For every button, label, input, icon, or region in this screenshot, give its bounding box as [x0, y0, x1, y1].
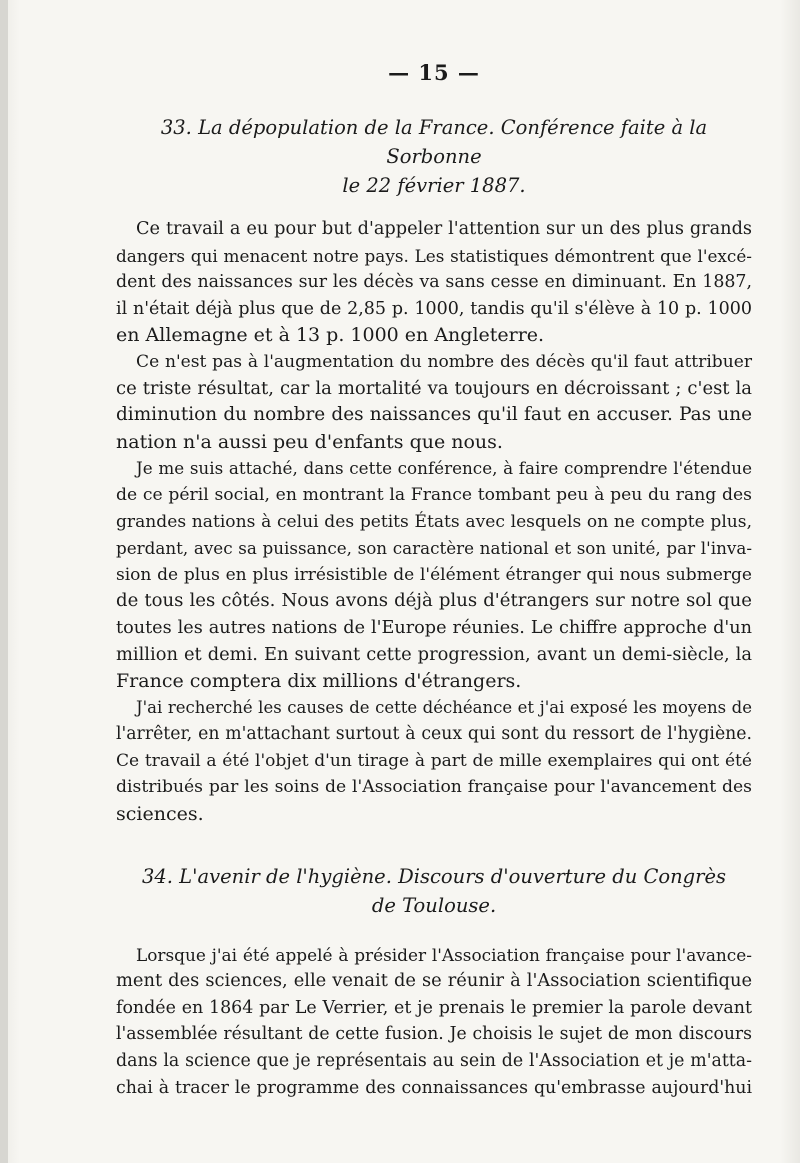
section-title-line: 34. L'avenir de l'hygiène. Discours d'ouverture du Congrès: [141, 864, 727, 888]
text-line: dangers qui menacent notre pays. Les statistiques démontrent que l'excé-: [116, 245, 752, 266]
section-34-title: [116, 862, 752, 920]
text-line: distribués par les soins de l'Association française pour l'avancement des: [116, 777, 752, 798]
text-line: sciences.: [116, 803, 204, 826]
section-title-line: 33. La dépopulation de la France. Conférence faite à la Sorbonne: [160, 116, 708, 168]
text-line: l'arrêter, en m'attachant surtout à ceux qui sont du ressort de l'hygiène.: [116, 724, 752, 745]
text-line: million et demi. En suivant cette progression, avant un demi-siècle, la: [116, 643, 752, 665]
page-content: [116, 60, 752, 1101]
text-line: chai à tracer le programme des connaissances qu'embrasse aujourd'hui: [116, 1077, 752, 1098]
text-line: de ce péril social, en montrant la France tombant peu à peu du rang des: [116, 484, 752, 505]
page-gutter: [0, 0, 8, 1163]
text-line: toutes les autres nations de l'Europe réunies. Le chiffre approche d'un: [116, 617, 752, 638]
text-line: dent des naissances sur les décès va sans cesse en diminuant. En 1887,: [116, 272, 752, 293]
text-line: Ce travail a eu pour but d'appeler l'attention sur un des plus grands: [136, 219, 752, 239]
text-line: diminution du nombre des naissances qu'il faut en accuser. Pas une: [116, 404, 752, 426]
text-line: sion de plus en plus irrésistible de l'élément étranger qui nous submerge: [116, 564, 752, 585]
text-line: dans la science que je représentais au sein de l'Association et je m'atta-: [116, 1051, 752, 1072]
text-line: ce triste résultat, car la mortalité va toujours en décroissant ; c'est la: [116, 377, 752, 399]
section-33-body: [116, 216, 752, 828]
text-line: Lorsque j'ai été appelé à présider l'Association française pour l'avance-: [136, 944, 752, 965]
text-line: Ce travail a été l'objet d'un tirage à part de mille exemplaires qui ont été: [116, 750, 752, 771]
text-line: grandes nations à celui des petits États avec lesquels on ne compte plus,: [116, 511, 752, 532]
paragraph: [116, 216, 752, 349]
paragraph: [116, 349, 752, 455]
paragraph: [116, 455, 752, 694]
text-line: l'assemblée résultant de cette fusion. Je choisis le sujet de mon discours: [116, 1024, 752, 1045]
paragraph: [116, 942, 752, 1102]
section-33-title: [116, 113, 752, 200]
text-line: France comptera dix millions d'étrangers.: [116, 670, 522, 693]
text-line: Je me suis attaché, dans cette conférence, à faire comprendre l'étendue: [136, 458, 752, 479]
text-line: Ce n'est pas à l'augmentation du nombre des décès qu'il faut attribuer: [136, 351, 752, 372]
text-line: J'ai recherché les causes de cette déchéance et j'ai exposé les moyens de: [136, 697, 752, 717]
paragraph: [116, 695, 752, 828]
text-line: de tous les côtés. Nous avons déjà plus d'étrangers sur notre sol que: [116, 590, 752, 612]
section-title-line: le 22 février 1887.: [342, 174, 526, 197]
text-line: il n'était déjà plus que de 2,85 p. 1000, tandis qu'il s'élève à 10 p. 1000: [116, 298, 752, 319]
page-number: — 15 —: [388, 60, 480, 85]
text-line: ment des sciences, elle venait de se réunir à l'Association scientifique: [116, 970, 752, 992]
text-line: fondée en 1864 par Le Verrier, et je prenais le premier la parole devant: [116, 997, 752, 1018]
section-34-body: [116, 942, 752, 1102]
text-line: perdant, avec sa puissance, son caractère national et son unité, par l'inva-: [116, 538, 752, 559]
text-line: nation n'a aussi peu d'enfants que nous.: [116, 430, 503, 453]
section-title-line: de Toulouse.: [371, 893, 497, 917]
text-line: en Allemagne et à 13 p. 1000 en Angleterre.: [116, 324, 545, 347]
